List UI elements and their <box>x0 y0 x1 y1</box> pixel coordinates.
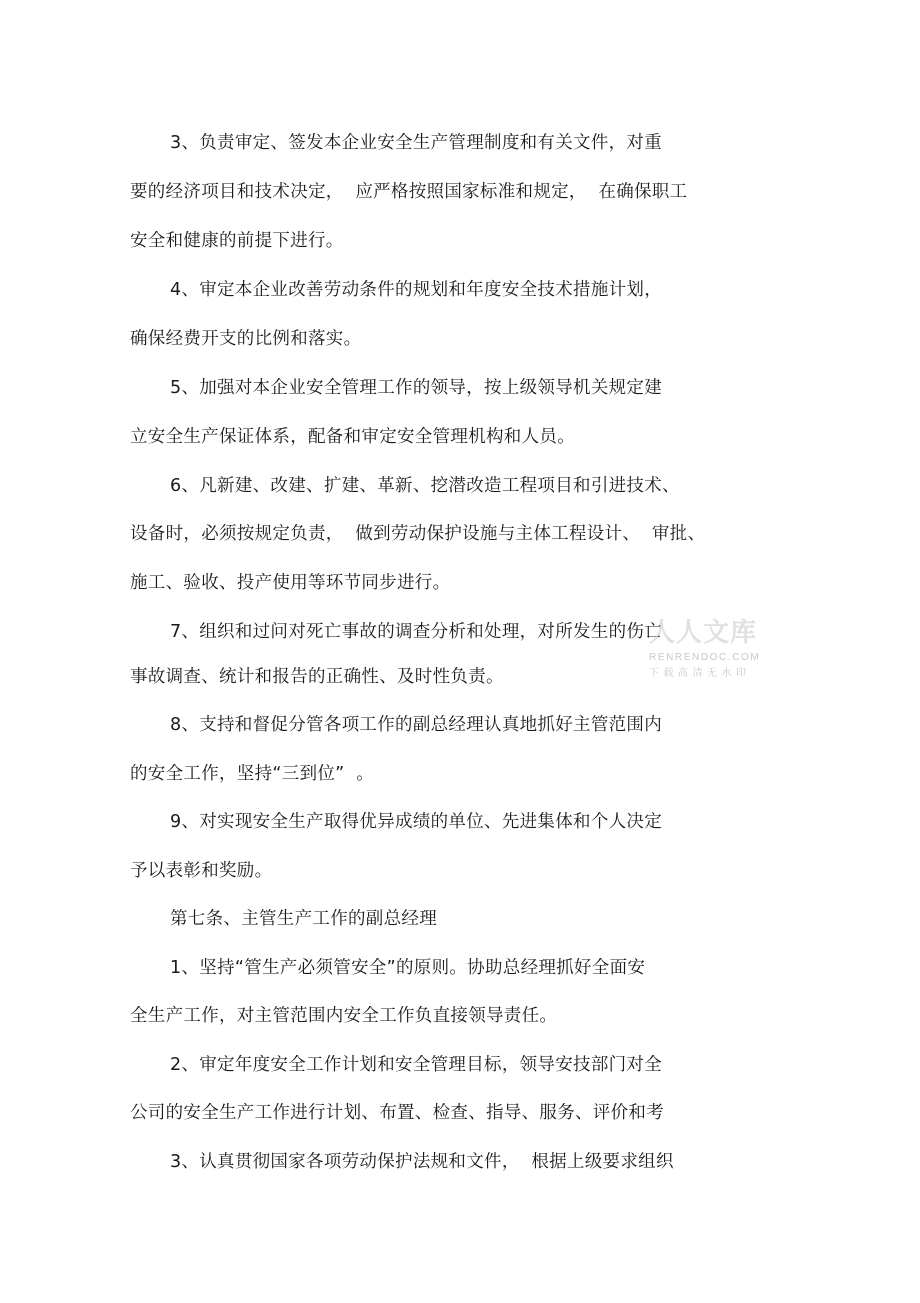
text-line: 8、支持和督促分管各项工作的副总经理认真地抓好主管范围内 <box>170 715 663 735</box>
text-line: 公司的安全生产工作进行计划、布置、检查、指导、服务、评价和考 <box>130 1103 664 1123</box>
text-line: 事故调查、统计和报告的正确性、及时性负责。 <box>130 667 504 687</box>
text-line: 全生产工作，对主管范围内安全工作负直接领导责任。 <box>130 1006 558 1026</box>
watermark-subtitle: 下载高清无水印 <box>649 668 751 679</box>
text-line: 6、凡新建、改建、扩建、革新、挖潜改造工程项目和引进技术、 <box>170 476 680 496</box>
text-line: 的安全工作，坚持“三到位” 。 <box>130 764 375 784</box>
text-line: 1、坚持“管生产必须管安全”的原则。协助总经理抓好全面安 <box>170 958 646 978</box>
text-line: 4、审定本企业改善劳动条件的规划和年度安全技术措施计划， <box>170 280 663 300</box>
section-heading: 第七条、主管生产工作的副总经理 <box>170 909 437 929</box>
text-line: 要的经济项目和技术决定， 应严格按照国家标准和规定， 在确保职工 <box>130 182 688 202</box>
text-line: 9、对实现安全生产取得优异成绩的单位、先进集体和个人决定 <box>170 812 663 832</box>
watermark-logo <box>645 618 775 684</box>
text-line: 立安全生产保证体系，配备和审定安全管理机构和人员。 <box>130 427 575 447</box>
text-line: 安全和健康的前提下进行。 <box>130 231 344 251</box>
text-line: 施工、验收、投产使用等环节同步进行。 <box>130 573 451 593</box>
text-line: 2、审定年度安全工作计划和安全管理目标，领导安技部门对全 <box>170 1055 663 1075</box>
text-line: 7、组织和过问对死亡事故的调查分析和处理，对所发生的伤亡 <box>170 622 663 642</box>
watermark-title: 人人文库 <box>649 618 758 648</box>
text-line: 5、加强对本企业安全管理工作的领导，按上级领导机关规定建 <box>170 378 663 398</box>
text-line: 确保经费开支的比例和落实。 <box>130 329 362 349</box>
text-line: 3、认真贯彻国家各项劳动保护法规和文件， 根据上级要求组织 <box>170 1152 674 1172</box>
text-line: 予以表彰和奖励。 <box>130 861 273 881</box>
text-line: 设备时，必须按规定负责， 做到劳动保护设施与主体工程设计、 审批、 <box>130 524 706 544</box>
text-line: 3、负责审定、签发本企业安全生产管理制度和有关文件，对重 <box>170 133 663 153</box>
watermark-domain: RENRENDOC.COM <box>649 652 761 663</box>
